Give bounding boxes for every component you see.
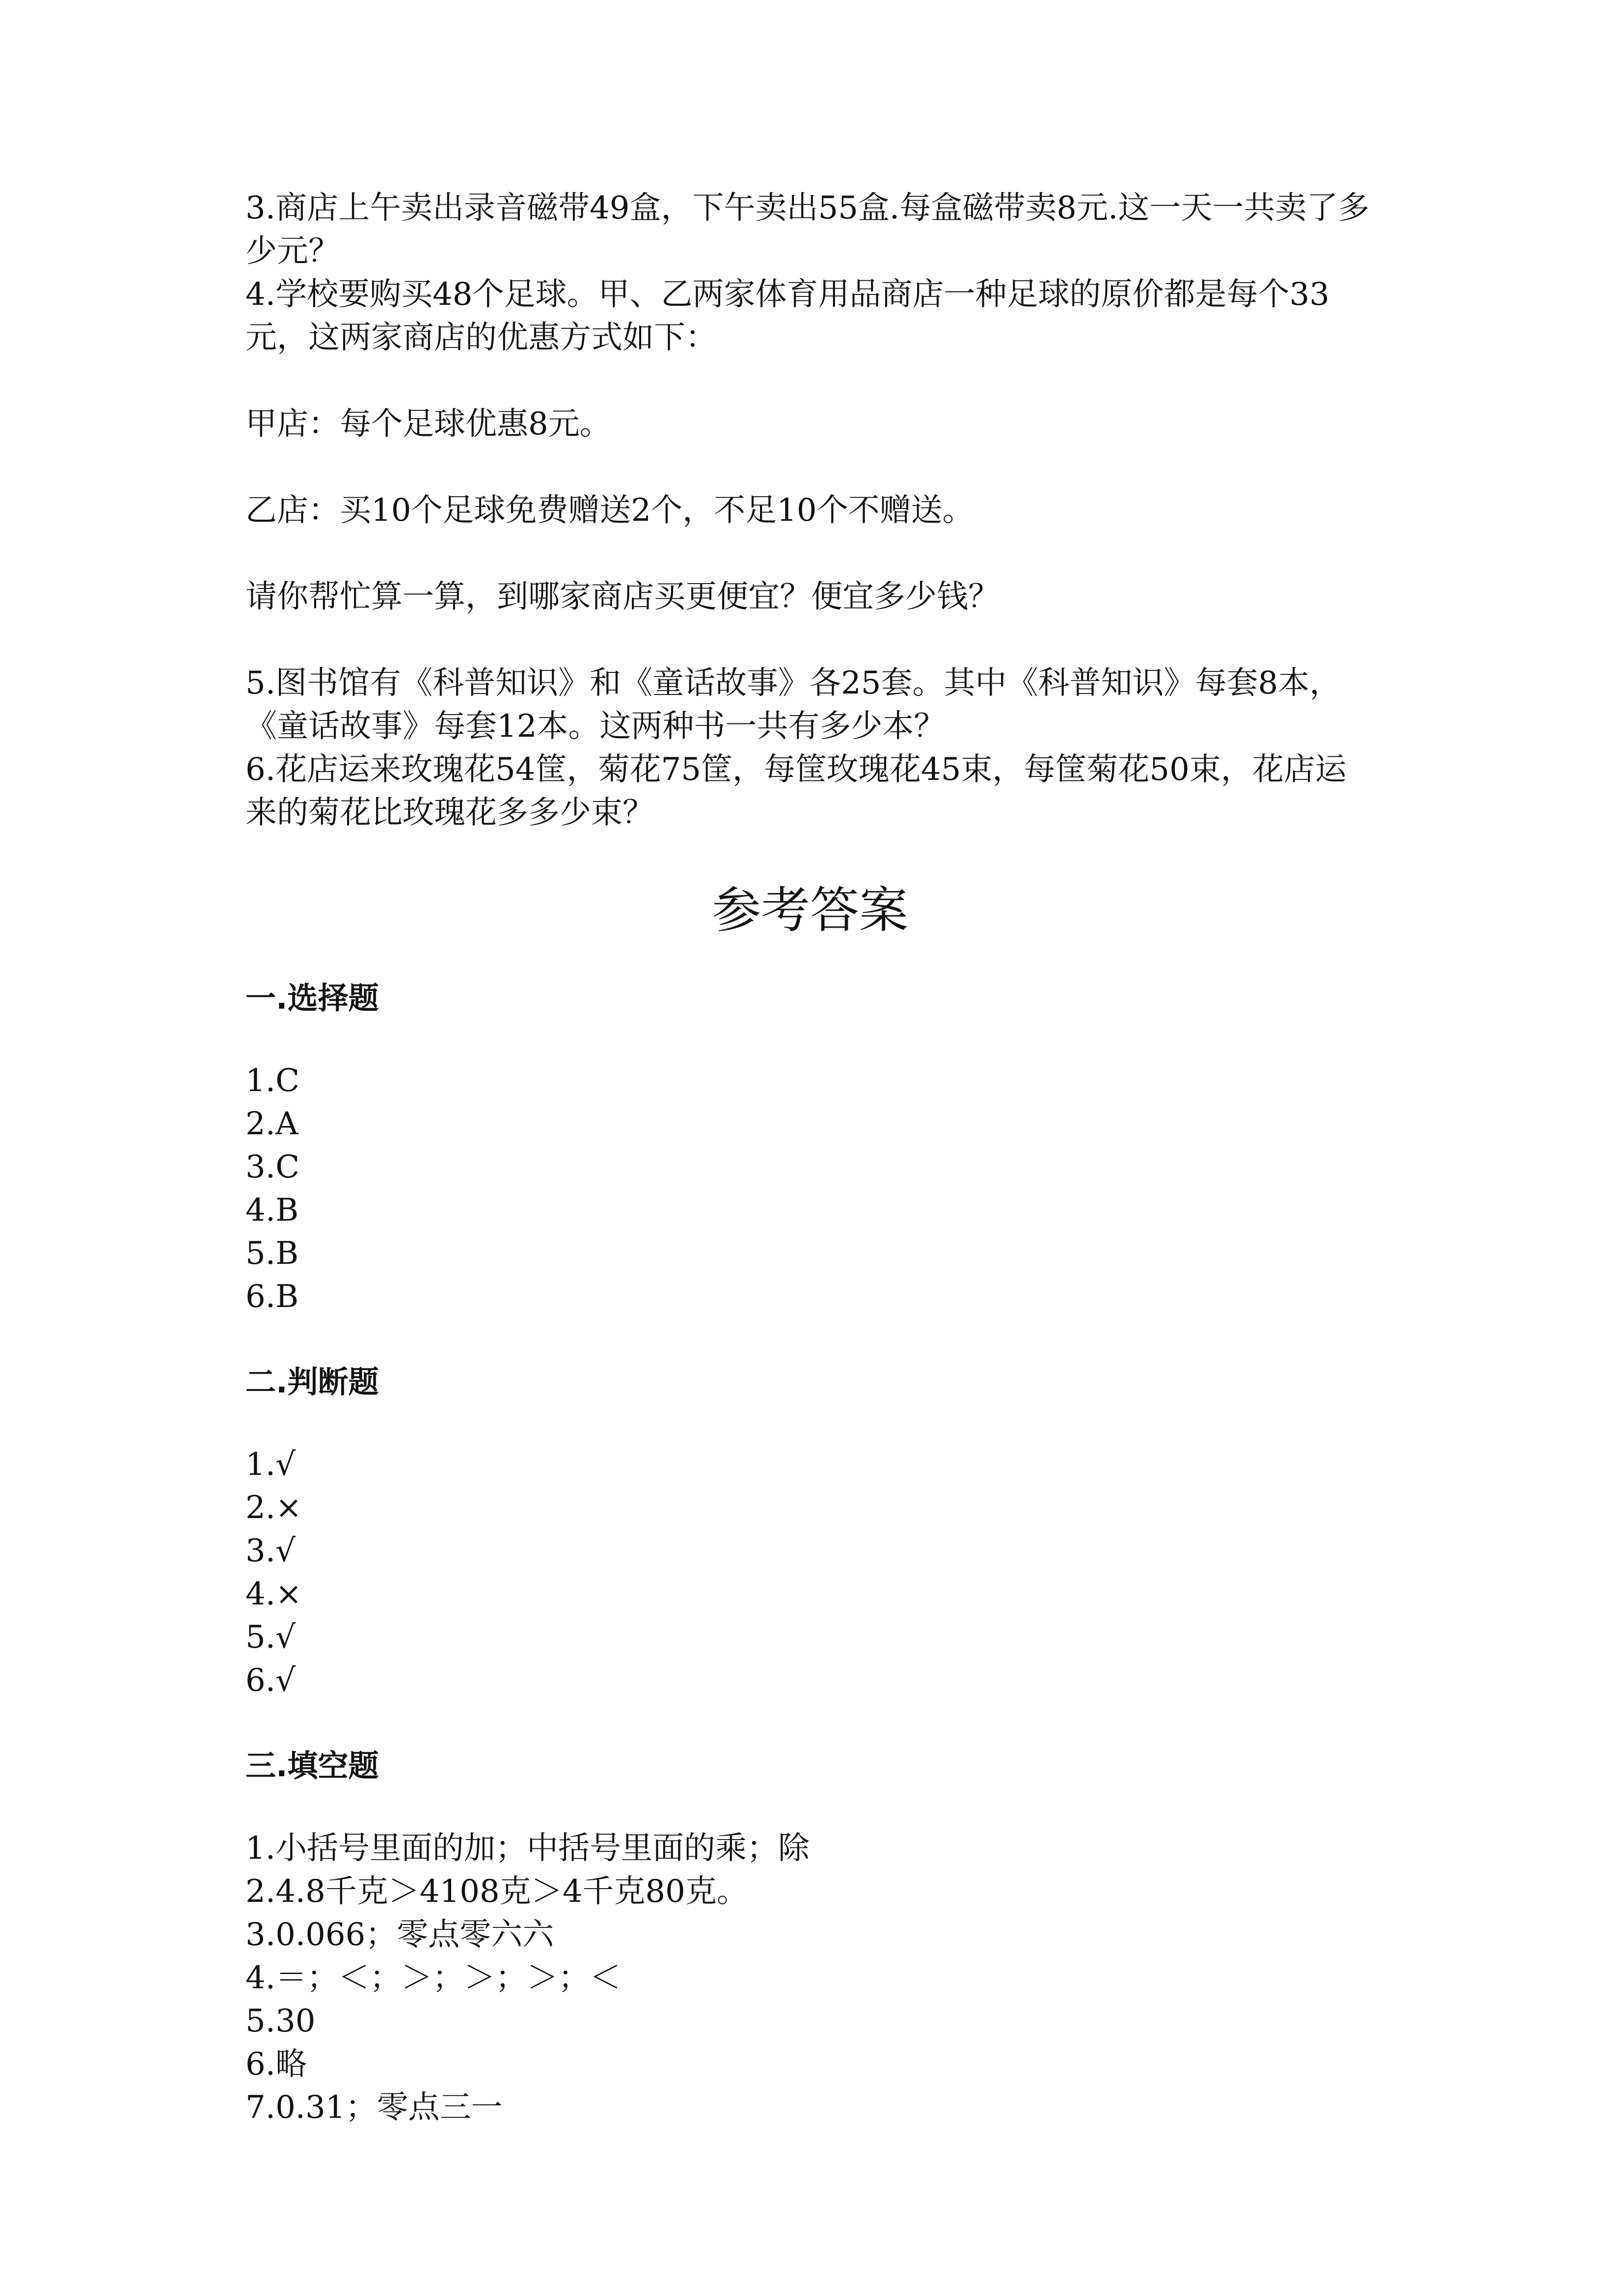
section-judgement xyxy=(245,1361,1375,1702)
question-4: 4.学校要购买48个足球。甲、乙两家体育用品商店一种足球的原价都是每个33元，这两家商店的优惠方式如下： xyxy=(245,276,1329,356)
answer-item: 7.0.31；零点三一 xyxy=(245,2089,503,2126)
answer-item: 2.4.8千克＞4108克＞4千克80克。 xyxy=(245,1873,748,1910)
question-4-prompt: 请你帮忙算一算，到哪家商店买更便宜？便宜多少钱？ xyxy=(245,579,1000,615)
question-4-store-b: 乙店：买10个足球免费赠送2个，不足10个不赠送。 xyxy=(245,492,974,529)
answer-item: 1.√ xyxy=(245,1446,296,1483)
answer-item: 3.0.066；零点零六六 xyxy=(245,1917,554,1953)
section-heading: 一.选择题 xyxy=(245,980,379,1016)
document-page xyxy=(245,187,1375,2171)
question-3: 3.商店上午卖出录音磁带49盒，下午卖出55盒.每盒磁带卖8元.这一天一共卖了多少元？ xyxy=(245,190,1370,269)
answer-item: 4.× xyxy=(245,1576,302,1612)
section-fill-in xyxy=(245,1744,1375,2129)
answer-item: 3.C xyxy=(245,1149,300,1185)
answer-item: 3.√ xyxy=(245,1533,296,1569)
answer-item: 2.A xyxy=(245,1106,298,1142)
answer-item: 6.B xyxy=(245,1279,299,1315)
answer-item: 2.× xyxy=(245,1490,302,1526)
section-choice xyxy=(245,977,1375,1318)
answer-item: 4.B xyxy=(245,1192,299,1228)
answer-item: 6.√ xyxy=(245,1662,296,1699)
section-heading: 三.填空题 xyxy=(245,1748,379,1784)
question-6: 6.花店运来玫瑰花54筐，菊花75筐，每筐玫瑰花45束，每筐菊花50束，花店运来的菊花比玫瑰花多多少束？ xyxy=(245,751,1347,831)
answer-item: 5.30 xyxy=(245,2003,316,2039)
answer-item: 1.小括号里面的加；中括号里面的乘；除 xyxy=(245,1830,810,1867)
answer-item: 6.略 xyxy=(245,2046,307,2082)
question-4-store-a: 甲店：每个足球优惠8元。 xyxy=(245,406,611,442)
answer-item: 5.B xyxy=(245,1235,299,1272)
answer-item: 4.＝；＜；＞；＞；＞；＜ xyxy=(245,1960,622,1996)
answer-title: 参考答案 xyxy=(712,881,908,939)
answer-item: 1.C xyxy=(245,1063,300,1099)
question-5: 5.图书馆有《科普知识》和《童话故事》各25套。其中《科普知识》每套8本，《童话故事》每套12本。这两种书一共有多少本？ xyxy=(245,665,1341,745)
answer-item: 5.√ xyxy=(245,1619,296,1655)
section-heading: 二.判断题 xyxy=(245,1364,379,1400)
questions-block xyxy=(245,187,1375,834)
